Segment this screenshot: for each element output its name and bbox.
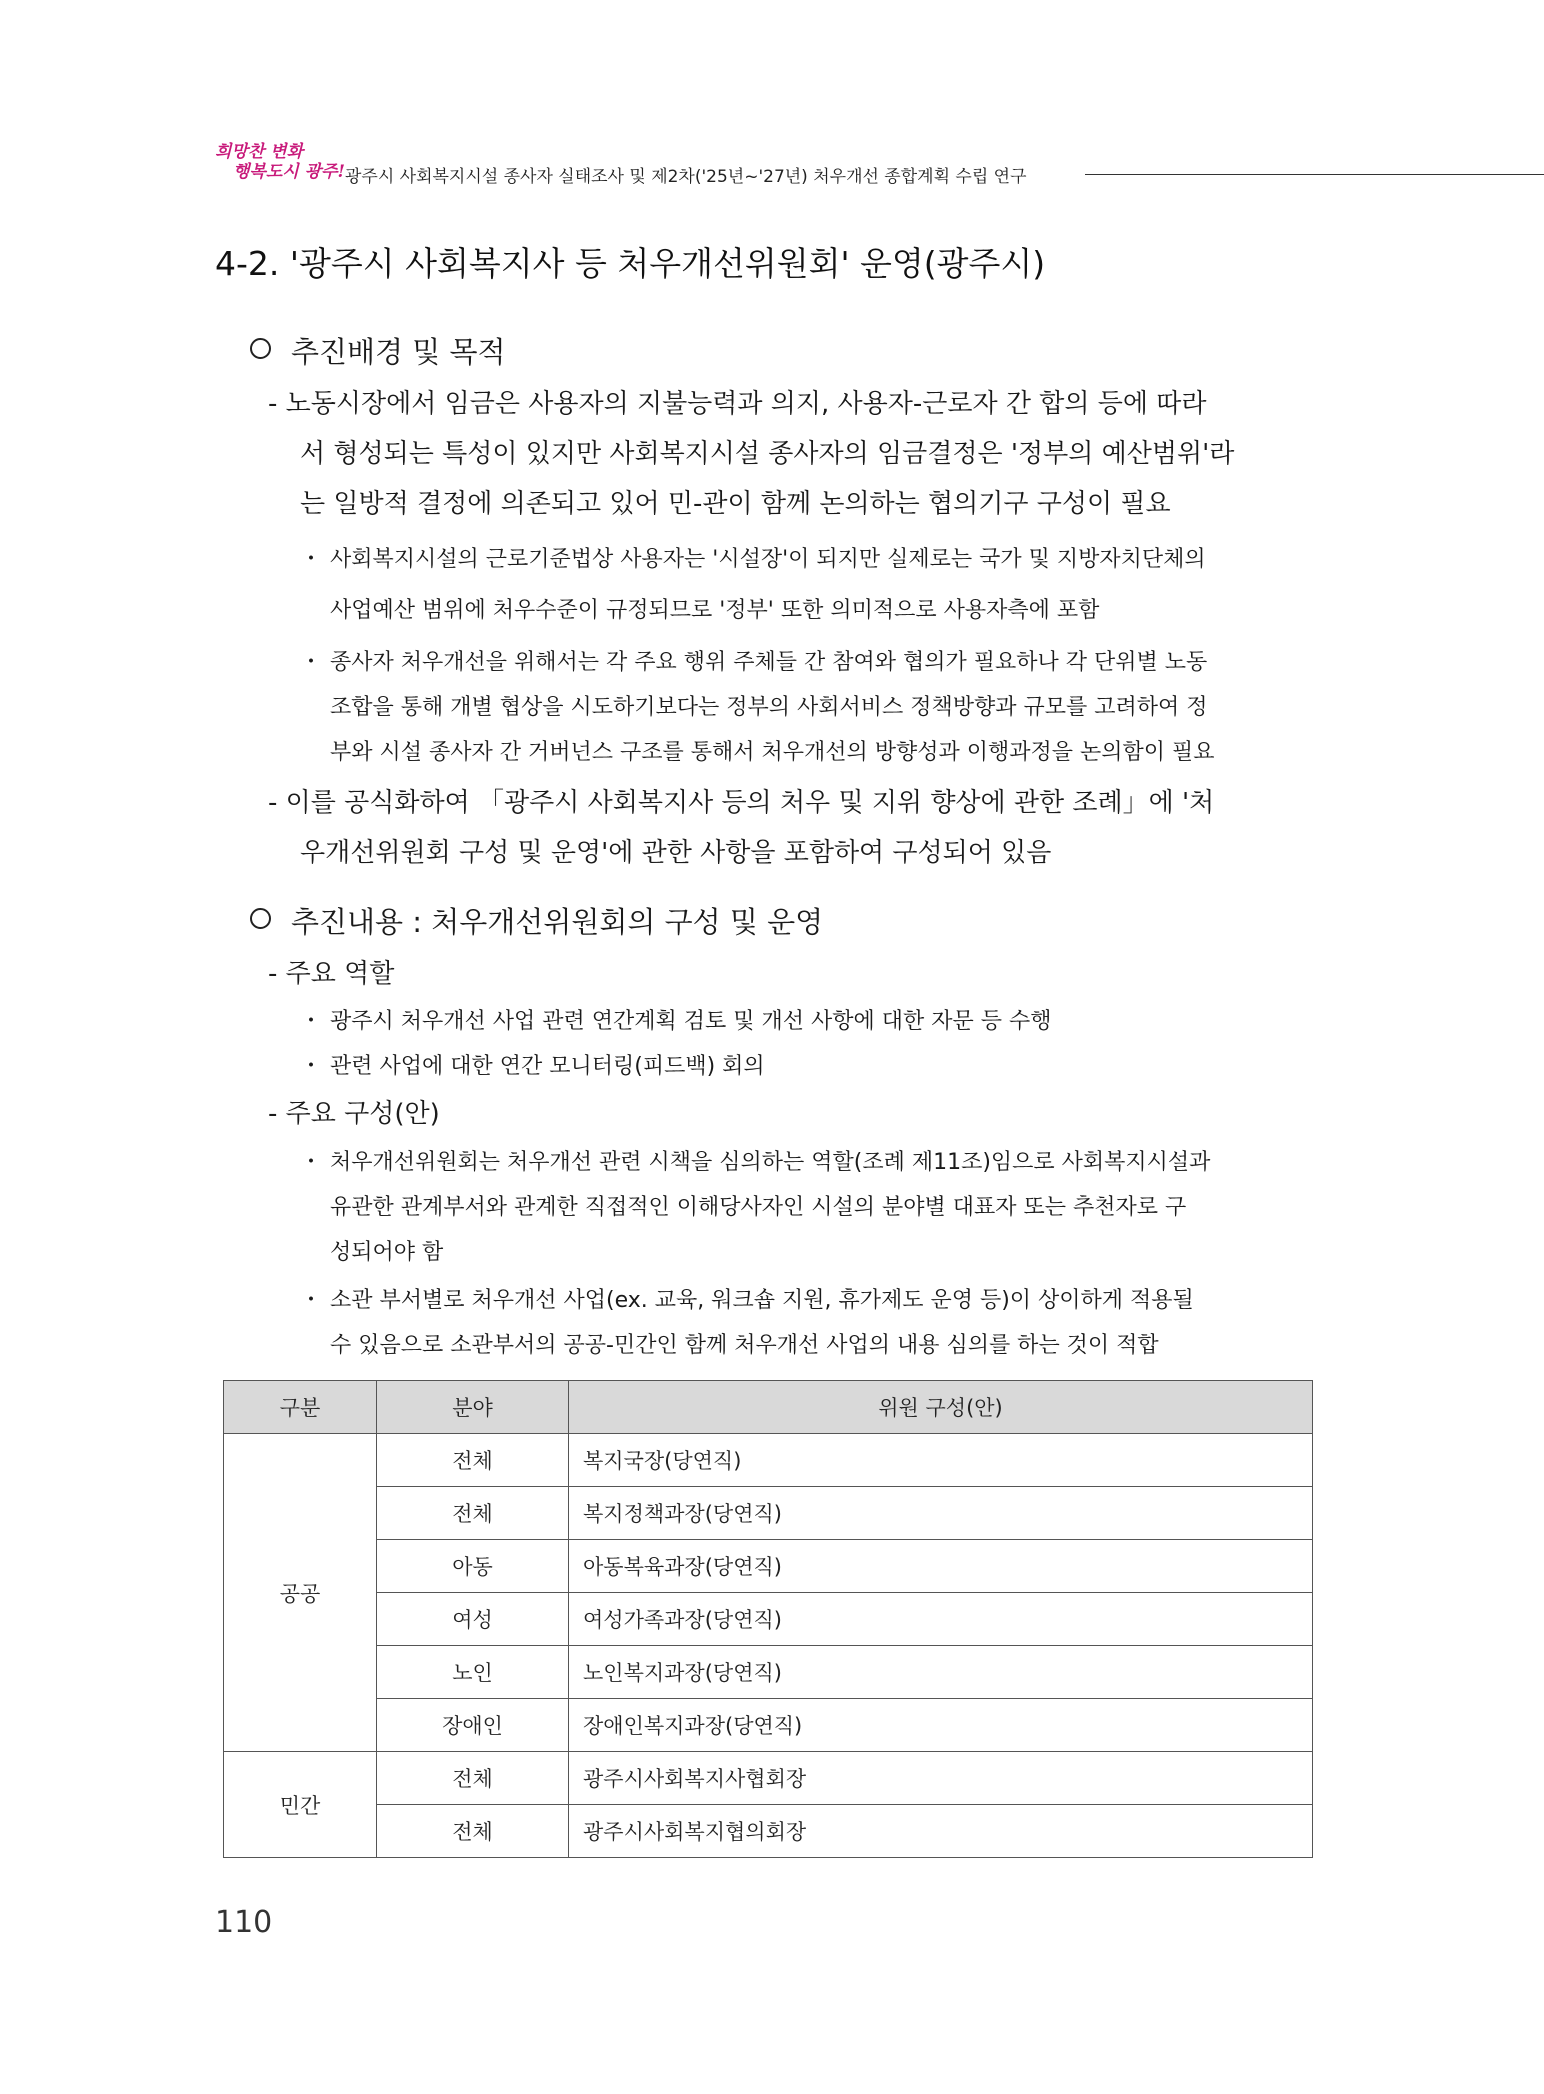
role-bullet-1: ・ 광주시 처우개선 사업 관련 연간계획 검토 및 개선 사항에 대한 자문 등 수행	[300, 1004, 1051, 1035]
background-dash1-line3: 는 일방적 결정에 의존되고 있어 민-관이 함께 논의하는 협의기구 구성이 필요	[300, 489, 1171, 519]
group-private: 민간	[224, 1752, 377, 1858]
background-heading-text: 추진배경 및 목적	[291, 335, 506, 369]
brand-logo	[215, 142, 345, 182]
table-row	[224, 1646, 1313, 1699]
role-heading: - 주요 역할	[268, 959, 395, 989]
table-row	[224, 1752, 1313, 1805]
group-public: 공공	[224, 1434, 377, 1752]
bullet-dot-icon: ・	[300, 1054, 323, 1079]
role-bullet-2: ・ 관련 사업에 대한 연간 모니터링(피드백) 회의	[300, 1049, 765, 1080]
field-cell: 노인	[377, 1646, 569, 1699]
table-row	[224, 1434, 1313, 1487]
background-dash2-line2: 우개선위원회 구성 및 운영'에 관한 사항을 포함하여 구성되어 있음	[300, 838, 1052, 868]
member-cell: 노인복지과장(당연직)	[569, 1646, 1313, 1699]
bullet-dot-icon: ・	[300, 1288, 323, 1313]
composition-bullet2-line2: 수 있음으로 소관부서의 공공-민간인 함께 처우개선 사업의 내용 심의를 하는 것이 적합	[330, 1333, 1159, 1358]
committee-table	[223, 1380, 1313, 1858]
background-dash1-line1: - 노동시장에서 임금은 사용자의 지불능력과 의지, 사용자-근로자 간 합의 등에 따라	[268, 389, 1207, 419]
page-header	[215, 142, 1544, 192]
background-bullet2-line3: 부와 시설 종사자 간 거버넌스 구조를 통해서 처우개선의 방향성과 이행과정을 논의함이 필요	[330, 740, 1215, 765]
member-cell: 장애인복지과장(당연직)	[569, 1699, 1313, 1752]
field-cell: 전체	[377, 1752, 569, 1805]
field-cell: 전체	[377, 1434, 569, 1487]
header-members: 위원 구성(안)	[569, 1381, 1313, 1434]
bullet-dot-icon: ・	[300, 1009, 323, 1034]
composition-heading: - 주요 구성(안)	[268, 1099, 440, 1129]
member-cell: 아동복육과장(당연직)	[569, 1540, 1313, 1593]
member-cell: 여성가족과장(당연직)	[569, 1593, 1313, 1646]
field-cell: 전체	[377, 1487, 569, 1540]
background-bullet2-line2: 조합을 통해 개별 협상을 시도하기보다는 정부의 사회서비스 정책방향과 규모를 고려하여 정	[330, 695, 1208, 720]
background-bullet1-line1: ・ 사회복지시설의 근로기준법상 사용자는 '시설장'이 되지만 실제로는 국가 및 지방자치단체의	[300, 542, 1206, 573]
page-number: 110	[215, 1905, 273, 1940]
table-row	[224, 1487, 1313, 1540]
table-row	[224, 1699, 1313, 1752]
logo-line-2: 행복도시 광주!	[233, 162, 345, 182]
running-header-title: 광주시 사회복지시설 종사자 실태조사 및 제2차('25년~'27년) 처우개선 종합계획 수립 연구	[345, 167, 1027, 187]
background-dash2-line1: - 이를 공식화하여 「광주시 사회복지사 등의 처우 및 지위 향상에 관한 조례」에 '처	[268, 788, 1215, 818]
bullet-dot-icon: ・	[300, 1150, 323, 1175]
header-category: 구분	[224, 1381, 377, 1434]
bullet-dot-icon: ・	[300, 547, 323, 572]
table-row	[224, 1593, 1313, 1646]
composition-bullet1-line2: 유관한 관계부서와 관계한 직접적인 이해당사자인 시설의 분야별 대표자 또는 추천자로 구	[330, 1195, 1187, 1220]
bullet-dot-icon: ・	[300, 650, 323, 675]
background-heading	[250, 330, 506, 371]
composition-bullet2-line1: ・ 소관 부서별로 처우개선 사업(ex. 교육, 워크숍 지원, 휴가제도 운영 등)이 상이하게 적용될	[300, 1283, 1194, 1314]
background-bullet1-line2: 사업예산 범위에 처우수준이 규정되므로 '정부' 또한 의미적으로 사용자측에 포함	[330, 598, 1100, 623]
logo-line-1: 희망찬 변화	[215, 142, 304, 162]
background-dash1-line2: 서 형성되는 특성이 있지만 사회복지시설 종사자의 임금결정은 '정부의 예산범위'라	[300, 439, 1235, 469]
table-row	[224, 1540, 1313, 1593]
content-heading-text: 추진내용 : 처우개선위원회의 구성 및 운영	[291, 905, 824, 939]
member-cell: 복지국장(당연직)	[569, 1434, 1313, 1487]
field-cell: 아동	[377, 1540, 569, 1593]
field-cell: 여성	[377, 1593, 569, 1646]
section-title: 4-2. '광주시 사회복지사 등 처우개선위원회' 운영(광주시)	[215, 244, 1046, 283]
table-row	[224, 1805, 1313, 1858]
composition-bullet1-line1: ・ 처우개선위원회는 처우개선 관련 시책을 심의하는 역할(조례 제11조)임으로 사회복지시설과	[300, 1145, 1210, 1176]
content-heading	[250, 900, 823, 941]
header-field: 분야	[377, 1381, 569, 1434]
composition-bullet1-line3: 성되어야 함	[330, 1240, 444, 1265]
background-bullet2-line1: ・ 종사자 처우개선을 위해서는 각 주요 행위 주체들 간 참여와 협의가 필요하나 각 단위별 노동	[300, 645, 1207, 676]
field-cell: 장애인	[377, 1699, 569, 1752]
header-rule	[1085, 174, 1544, 175]
circle-bullet-icon	[250, 338, 271, 359]
table-header-row	[224, 1381, 1313, 1434]
field-cell: 전체	[377, 1805, 569, 1858]
circle-bullet-icon	[250, 908, 271, 929]
member-cell: 광주시사회복지사협회장	[569, 1752, 1313, 1805]
member-cell: 광주시사회복지협의회장	[569, 1805, 1313, 1858]
member-cell: 복지정책과장(당연직)	[569, 1487, 1313, 1540]
